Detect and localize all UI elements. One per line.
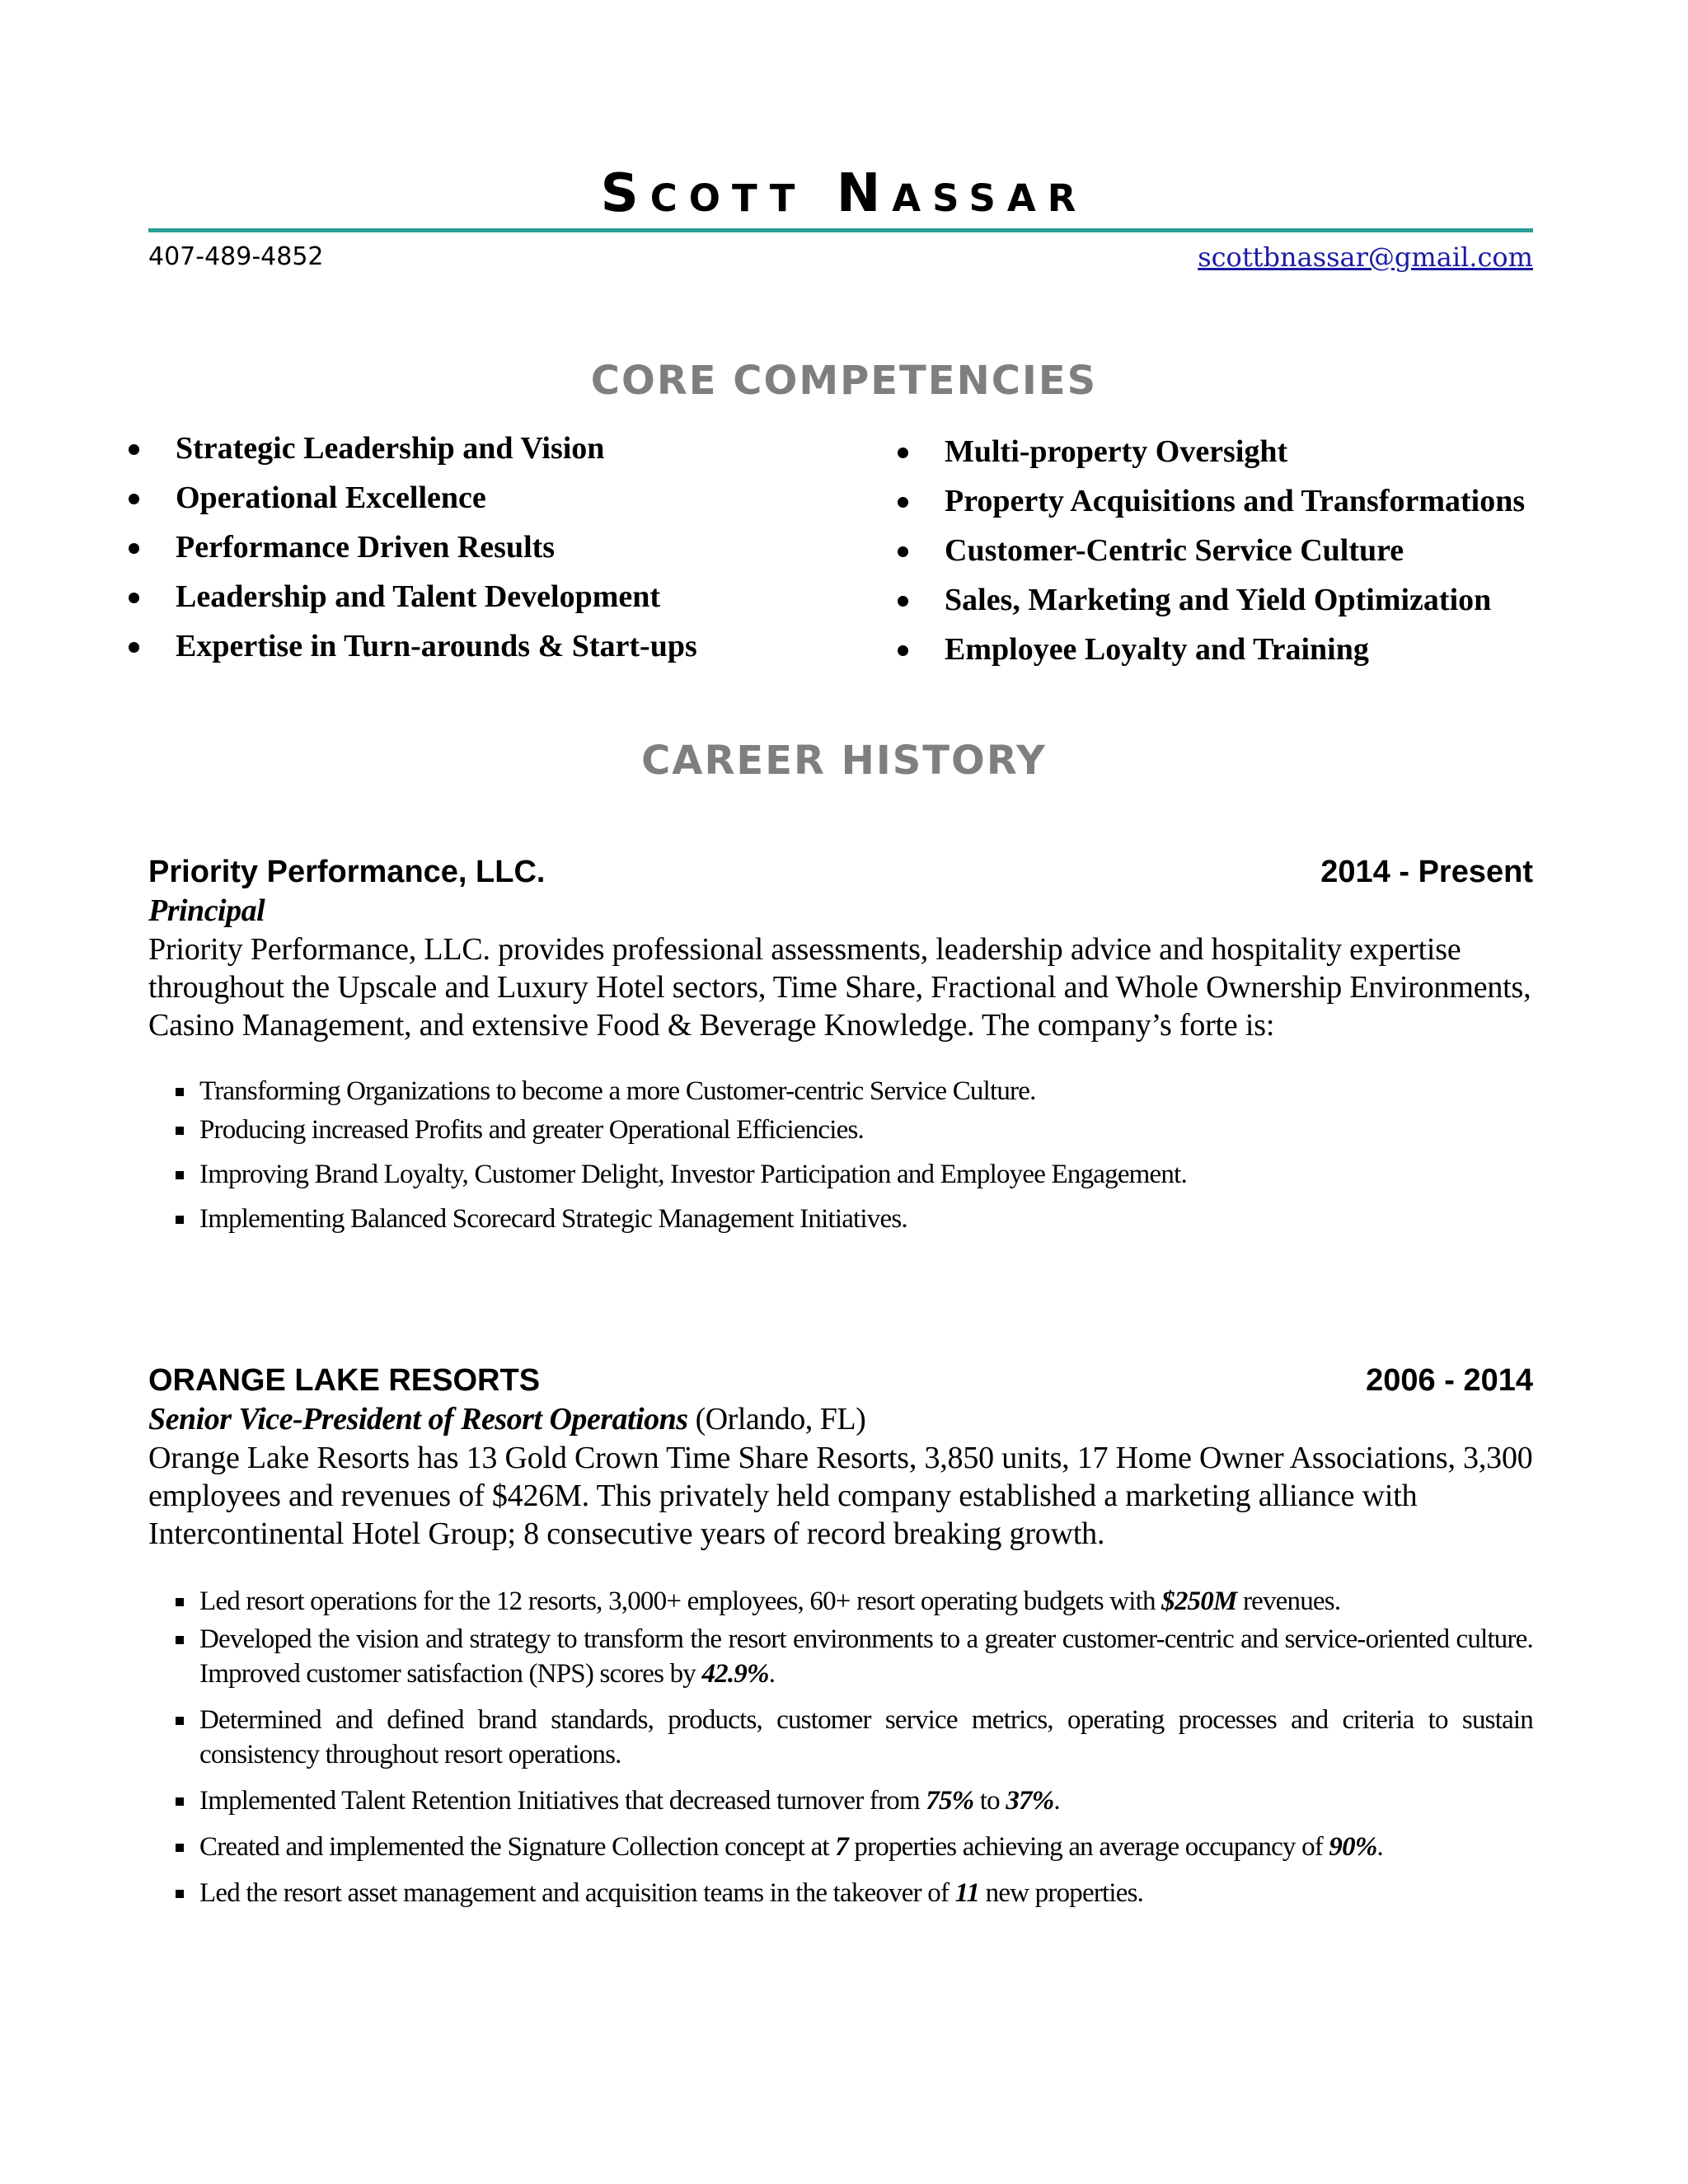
achievement-item: Improving Brand Loyalty, Customer Delight, Investor Participation and Employee Engagement. — [148, 1157, 1533, 1192]
competency-item: Expertise in Turn-arounds & Start-ups — [124, 621, 697, 671]
job-title-line — [148, 1401, 1533, 1437]
header-rule — [148, 228, 1533, 232]
competency-item: Leadership and Talent Development — [124, 572, 697, 621]
competency-item: Operational Excellence — [124, 473, 697, 523]
job-entry-priority-performance — [148, 851, 1533, 1236]
achievement-item: Determined and defined brand standards, products, customer service metrics, operating processes and criteria to sustain consistency throughout resort operations. — [148, 1703, 1533, 1772]
career-history-heading: CAREER HISTORY — [641, 738, 1047, 784]
job-years: 2014 - Present — [1320, 855, 1533, 889]
achievements-list — [148, 1584, 1533, 1910]
email-link[interactable]: scottbnassar@gmail.com — [1198, 241, 1533, 273]
competency-item: Sales, Marketing and Yield Optimization — [893, 575, 1525, 625]
competency-item: Strategic Leadership and Vision — [124, 424, 697, 473]
competency-item: Multi-property Oversight — [893, 427, 1525, 476]
company-name: Priority Performance, LLC. — [148, 855, 546, 889]
core-competencies-heading: CORE COMPETENCIES — [590, 358, 1098, 404]
achievement-item: Transforming Organizations to become a more Customer-centric Service Culture. — [148, 1074, 1533, 1108]
competency-item: Customer-Centric Service Culture — [893, 526, 1525, 575]
name-text: Scott Nassar — [600, 163, 1088, 224]
competency-item: Employee Loyalty and Training — [893, 625, 1525, 674]
achievement-item: Producing increased Profits and greater Operational Efficiencies. — [148, 1113, 1533, 1147]
job-header — [148, 1360, 1533, 1401]
job-entry-orange-lake-resorts — [148, 1360, 1533, 1910]
competency-item: Property Acquisitions and Transformations — [893, 476, 1525, 526]
company-name: ORANGE LAKE RESORTS — [148, 1363, 541, 1398]
achievement-item: Implemented Talent Retention Initiatives that decreased turnover from 75% to 37%. — [148, 1783, 1533, 1818]
competencies-left-list — [124, 424, 697, 671]
achievement-item: Implementing Balanced Scorecard Strategic Management Initiatives. — [148, 1202, 1533, 1236]
achievement-item: Led the resort asset management and acquisition teams in the takeover of 11 new properties. — [148, 1876, 1533, 1910]
candidate-name — [0, 165, 1688, 225]
achievement-item: Led resort operations for the 12 resorts, 3,000+ employees, 60+ resort operating budgets with $250M revenues. — [148, 1584, 1533, 1619]
job-header — [148, 851, 1533, 893]
phone-number: 407-489-4852 — [148, 242, 324, 271]
job-title-line — [148, 893, 1533, 929]
company-description: Priority Performance, LLC. provides professional assessments, leadership advice and hospitality expertise throughout the Upscale and Luxury Hotel sectors, Time Share, Fractional and Whole Ownership Environments, Casino Management, and extensive Food & Beverage Knowledge. The company’s forte is: — [148, 932, 1531, 1043]
job-location: (Orlando, FL) — [687, 1402, 866, 1436]
job-title: Principal — [148, 893, 265, 928]
competencies-right-list — [893, 427, 1525, 674]
competency-item: Performance Driven Results — [124, 523, 697, 572]
achievement-item: Developed the vision and strategy to transform the resort environments to a greater customer-centric and service-oriented culture. Improved customer satisfaction (NPS) scores by 42.9%. — [148, 1622, 1533, 1691]
job-years: 2006 - 2014 — [1366, 1363, 1533, 1398]
achievements-list — [148, 1074, 1533, 1236]
achievement-item: Created and implemented the Signature Collection concept at 7 properties achieving an average occupancy of 90%. — [148, 1830, 1533, 1864]
company-description: Orange Lake Resorts has 13 Gold Crown Time Share Resorts, 3,850 units, 17 Home Owner Associations, 3,300 employees and revenues of $426M. This privately held company established a marketing alliance with Intercontinental Hotel Group; 8 consecutive years of record breaking growth. — [148, 1441, 1533, 1551]
job-title: Senior Vice-President of Resort Operations — [148, 1402, 688, 1436]
